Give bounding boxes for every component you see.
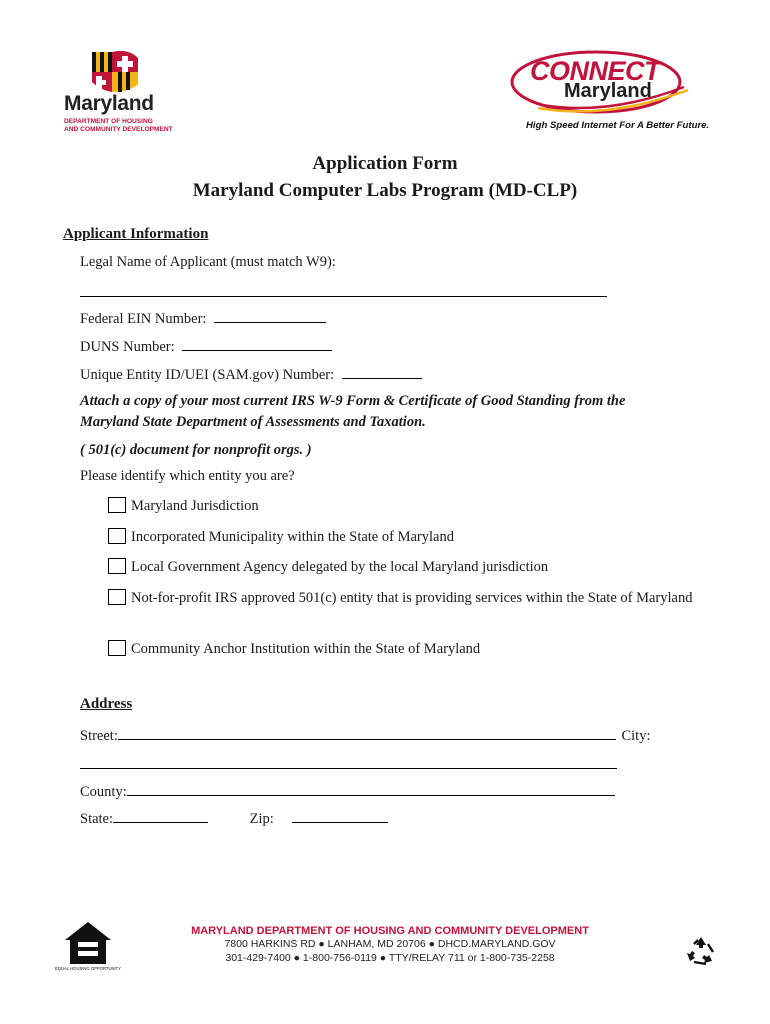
street-label: Street: [80, 728, 118, 744]
state-label: State: [80, 811, 114, 827]
anchor-label: Community Anchor Institution within the State of Maryland [131, 641, 481, 657]
jurisdiction-label: Maryland Jurisdiction [131, 498, 259, 514]
maryland-flag-icon [82, 48, 144, 94]
ein-label: Federal EIN Number: [80, 311, 207, 327]
footer-address: 7800 HARKINS RD ● LANHAM, MD 20706 ● DHCD.MARYLAND.GOV [224, 938, 556, 950]
footer-phone: 301-429-7400 ● 1-800-756-0119 ● TTY/RELAY 711 or 1-800-735-2258 [225, 951, 555, 964]
street-row [80, 726, 651, 745]
dhcd-name [64, 118, 173, 133]
dhcd-line-2: AND COMMUNITY DEVELOPMENT [64, 125, 173, 133]
jurisdiction-checkbox[interactable] [108, 497, 126, 513]
legal-name-field[interactable] [80, 296, 607, 297]
recycle-icon [684, 934, 718, 968]
footer-org: MARYLAND DEPARTMENT OF HOUSING AND COMMUNITY DEVELOPMENT [191, 925, 589, 937]
legal-name-label: Legal Name of Applicant (must match W9): [80, 254, 336, 270]
attach-note [80, 391, 625, 433]
duns-field[interactable] [182, 337, 332, 351]
equal-housing-logo [54, 918, 122, 974]
nonprofit-checkbox[interactable] [108, 589, 126, 605]
entity-option-jurisdiction [108, 496, 698, 517]
nonprofit-note: ( 501(c) document for nonprofit orgs. ) [80, 442, 312, 458]
connect-maryland-logo [508, 50, 708, 136]
maryland-wordmark: Maryland [64, 92, 154, 115]
form-title [0, 150, 770, 204]
local-agency-label: Local Government Agency delegated by the local Maryland jurisdiction [131, 559, 549, 575]
county-field[interactable] [127, 782, 615, 796]
zip-label: Zip: [249, 811, 274, 827]
title-line-1: Application Form [312, 153, 458, 174]
city-field[interactable] [80, 768, 617, 769]
connect-tagline: High Speed Internet For A Better Future. [526, 120, 710, 131]
street-field[interactable] [118, 726, 616, 740]
attach-note-line-1: Attach a copy of your most current IRS W-9 Form & Certificate of Good Standing from the [80, 393, 626, 409]
municipality-checkbox[interactable] [108, 528, 126, 544]
city-label: City: [621, 728, 651, 744]
entity-option-anchor [108, 639, 698, 660]
nonprofit-label: Not-for-profit IRS approved 501(c) entity that is providing services within the State of Maryland [131, 590, 693, 606]
zip-field[interactable] [292, 809, 388, 823]
footer-contact [150, 924, 630, 965]
dhcd-line-1: DEPARTMENT OF HOUSING [64, 118, 153, 125]
entity-option-local-agency [108, 557, 698, 578]
entity-option-municipality [108, 527, 698, 548]
local-agency-checkbox[interactable] [108, 558, 126, 574]
attach-note-line-2: Maryland State Department of Assessments and Taxation. [80, 414, 426, 430]
county-label: County: [80, 784, 127, 800]
connect-word: CONNECT [530, 56, 660, 86]
anchor-checkbox[interactable] [108, 640, 126, 656]
entity-option-nonprofit [108, 588, 698, 609]
eho-text: EQUAL HOUSING OPPORTUNITY [54, 966, 122, 971]
municipality-label: Incorporated Municipality within the State of Maryland [131, 529, 454, 545]
state-field[interactable] [113, 809, 208, 823]
address-heading: Address [80, 696, 133, 712]
equal-housing-icon [54, 918, 122, 974]
uei-field[interactable] [342, 365, 422, 379]
applicant-info-heading: Applicant Information [63, 226, 209, 242]
duns-row [80, 337, 332, 356]
ein-row [80, 309, 326, 328]
entity-question: Please identify which entity you are? [80, 468, 295, 484]
maryland-dhcd-logo [60, 48, 180, 136]
county-row [80, 782, 615, 801]
state-zip-row [80, 809, 388, 828]
uei-label: Unique Entity ID/UEI (SAM.gov) Number: [80, 367, 335, 383]
uei-row [80, 365, 422, 384]
ein-field[interactable] [214, 309, 326, 323]
duns-label: DUNS Number: [80, 339, 175, 355]
title-line-2: Maryland Computer Labs Program (MD-CLP) [192, 180, 578, 201]
connect-maryland-word: Maryland [564, 80, 652, 102]
